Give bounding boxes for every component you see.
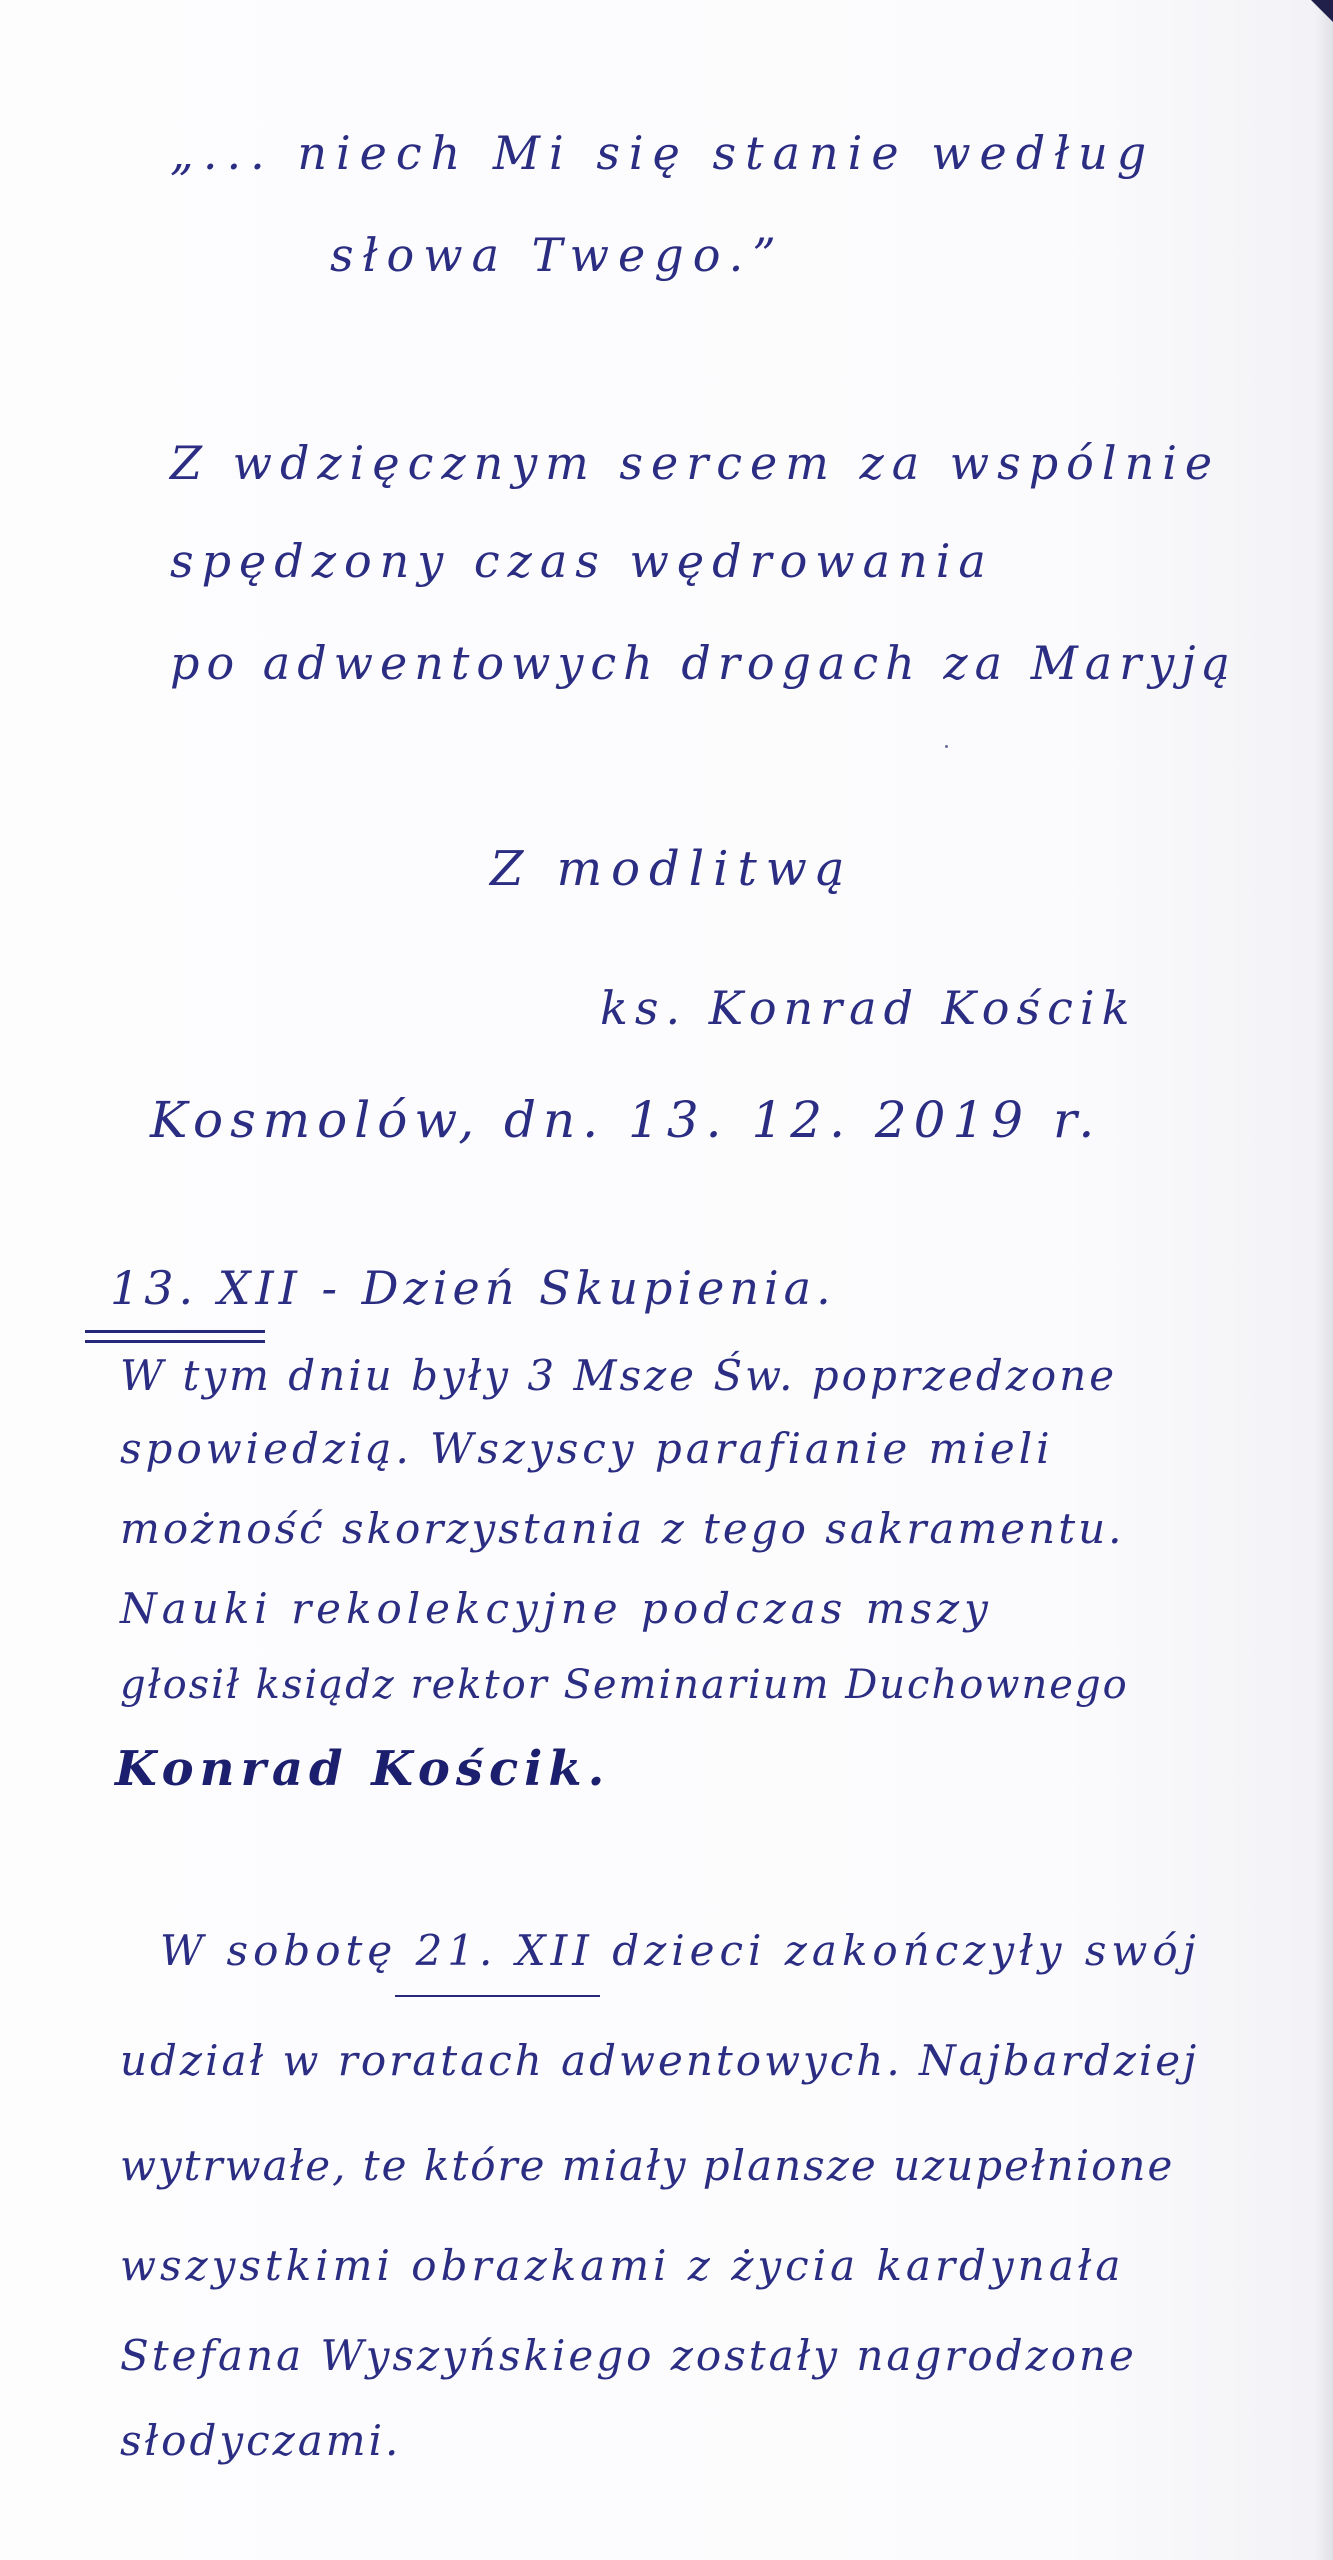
section3-line-2: udział w roratach adwentowych. Najbardziej xyxy=(120,2036,1200,2085)
section2-line-2: spowiedzią. Wszyscy parafianie mieli xyxy=(120,1424,1054,1473)
page-corner-mark xyxy=(1311,0,1333,22)
section3-line-5: Stefana Wyszyńskiego zostały nagrodzone xyxy=(120,2331,1137,2380)
section2-line-5: głosił ksiądz rektor Seminarium Duchownego xyxy=(120,1662,1129,1708)
ink-speck xyxy=(945,745,948,748)
quote-line-1: „... niech Mi się stanie według xyxy=(170,126,1156,180)
section3-line-6: słodyczami. xyxy=(120,2416,402,2465)
page-edge-shadow xyxy=(1315,0,1333,2560)
section2-line-3: możność skorzystania z tego sakramentu. xyxy=(120,1504,1125,1553)
place-date-text: Kosmolów, dn. 13. 12. 2019 r. xyxy=(150,1091,1102,1149)
heading-underline-2 xyxy=(85,1340,265,1343)
section2-line-1: W tym dniu były 3 Msze Św. poprzedzone xyxy=(120,1351,1118,1400)
section3-line-4: wszystkimi obrazkami z życia kardynała xyxy=(120,2241,1125,2290)
closing-text: Z modlitwą xyxy=(490,841,854,897)
section2-line-6: Konrad Kościk. xyxy=(115,1741,611,1797)
quote-line-2: słowa Twego.” xyxy=(330,228,785,282)
thanks-line-1: Z wdzięcznym sercem za wspólnie xyxy=(170,436,1221,490)
thanks-line-3: po adwentowych drogach za Maryją xyxy=(170,636,1237,690)
section-heading: 13. XII - Dzień Skupienia. xyxy=(110,1261,836,1315)
heading-underline-1 xyxy=(85,1330,265,1333)
section3-line-3: wytrwałe, te które miały plansze uzupełnione xyxy=(120,2141,1175,2190)
thanks-line-2: spędzony czas wędrowania xyxy=(170,534,994,588)
section3-line-1: W sobotę 21. XII dzieci zakończyły swój xyxy=(160,1926,1201,1975)
section2-line-4: Nauki rekolekcyjne podczas mszy xyxy=(120,1584,993,1633)
date-underline xyxy=(395,1995,600,1997)
signature-text: ks. Konrad Kościk xyxy=(600,981,1137,1035)
